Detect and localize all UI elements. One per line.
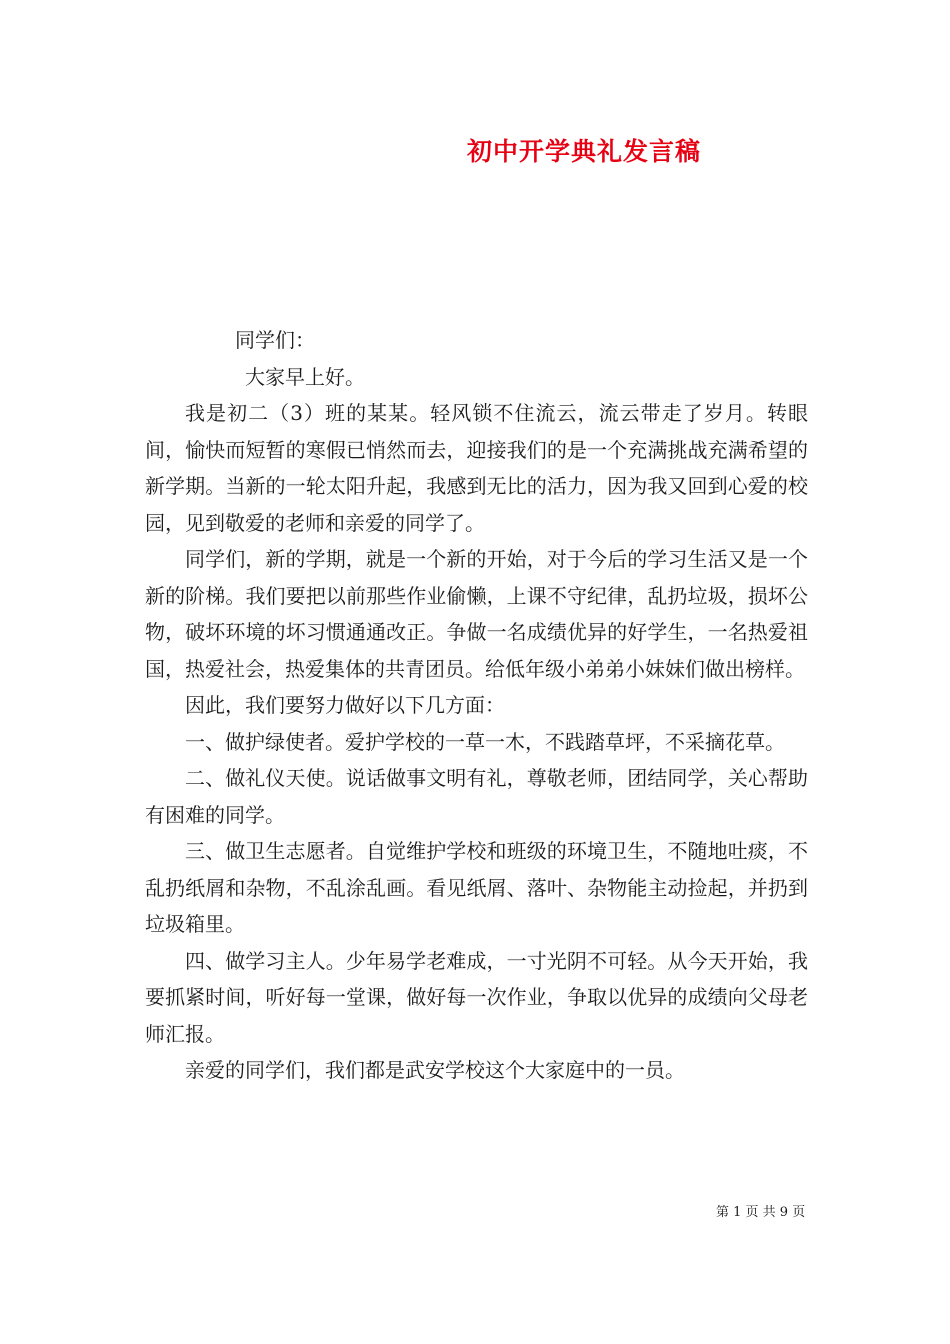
greeting-paragraph: 同学们： — [235, 328, 315, 352]
aspects-intro-paragraph: 因此，我们要努力做好以下几方面： — [185, 693, 505, 717]
new-semester-paragraph: 同学们，新的学期，就是一个新的开始，对于今后的学习生活又是一个新的阶梯。我们要把以前那些作业偷懒，上课不守纪律，乱扔垃圾，损坏公物，破坏环境的坏习惯通通改正。争做一名成绩优异的好学生，一名热爱祖国，热爱社会，热爱集体的共青团员。给低年级小弟弟小妹妹们做出榜样。 — [145, 547, 808, 681]
aspect-2-paragraph: 二、做礼仪天使。说话做事文明有礼，尊敬老师，团结同学，关心帮助有困难的同学。 — [145, 766, 808, 827]
morning-paragraph: 大家早上好。 — [245, 364, 365, 389]
closing-paragraph: 亲爱的同学们，我们都是武安学校这个大家庭中的一员。 — [185, 1058, 685, 1082]
aspect-3-paragraph: 三、做卫生志愿者。自觉维护学校和班级的环境卫生，不随地吐痰，不乱扔纸屑和杂物，不乱涂乱画。看见纸屑、落叶、杂物能主动捡起，并扔到垃圾箱里。 — [145, 839, 808, 936]
document-title: 初中开学典礼发言稿 — [467, 137, 702, 166]
document-body — [145, 322, 808, 1089]
aspect-4-paragraph: 四、做学习主人。少年易学老难成，一寸光阴不可轻。从今天开始，我要抓紧时间，听好每一堂课，做好每一次作业，争取以优异的成绩向父母老师汇报。 — [145, 948, 808, 1046]
intro-paragraph: 我是初二（3）班的某某。轻风锁不住流云，流云带走了岁月。转眼间，愉快而短暂的寒假已悄然而去，迎接我们的是一个充满挑战充满希望的新学期。当新的一轮太阳升起，我感到无比的活力，因为我又回到心爱的校园，见到敬爱的老师和亲爱的同学了。 — [145, 401, 808, 535]
page-number-footer: 第 1 页 共 9 页 — [716, 1205, 806, 1220]
aspect-1-paragraph: 一、做护绿使者。爱护学校的一草一木，不践踏草坪，不采摘花草。 — [185, 729, 785, 754]
